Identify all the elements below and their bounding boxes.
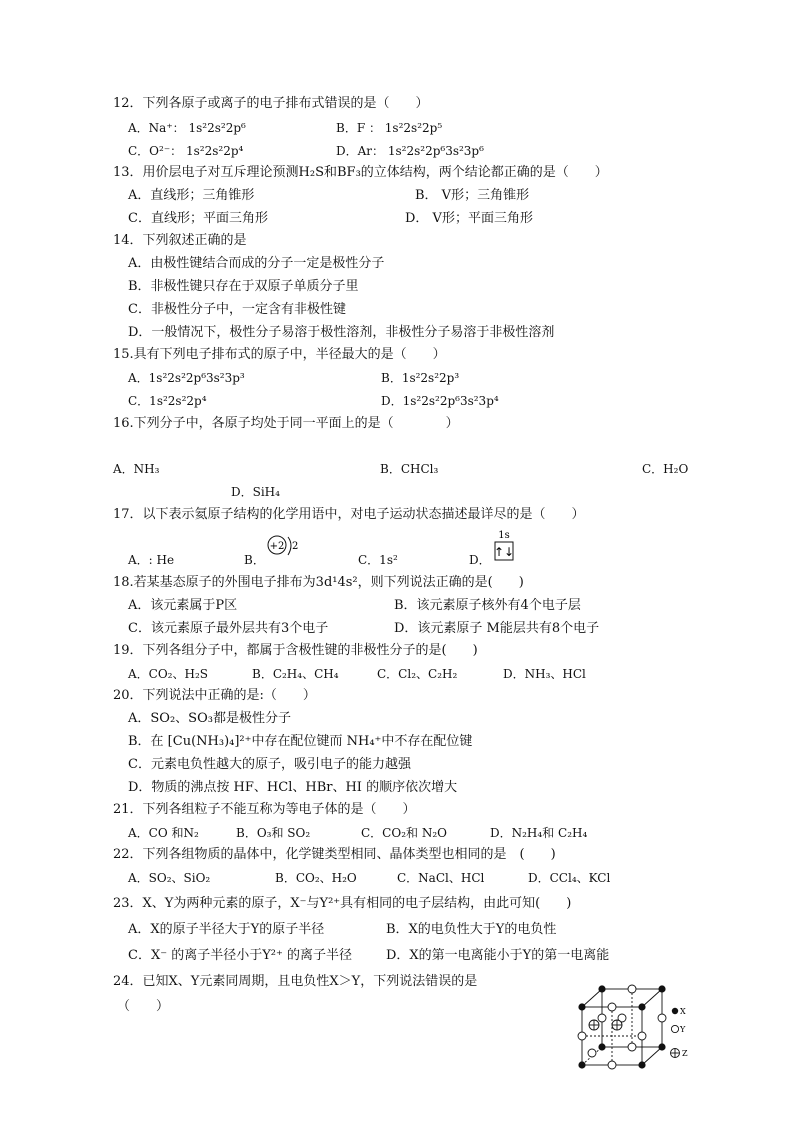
question-13-stem: 13．用价层电子对互斥理论预测H₂S和BF₃的立体结构，两个结论都正确的是（ ） <box>113 165 608 180</box>
q15-option-b: B．1s²2s²2p³ <box>381 371 460 385</box>
q19-option-b: B．C₂H₄、CH₄ <box>252 667 339 681</box>
legend-y: Y <box>680 1025 686 1034</box>
question-19-stem: 19．下列各组分子中，都属于含极性键的非极性分子的是( ) <box>113 643 478 658</box>
q14-option-b: B．非极性键只存在于双原子单质分子里 <box>128 279 359 294</box>
q19-option-c: C．Cl₂、C₂H₂ <box>377 667 458 681</box>
nucleus-charge: +2 <box>269 541 285 552</box>
question-22-stem: 22．下列各组物质的晶体中，化学键类型相同、晶体类型也相同的是 ( ) <box>113 847 556 862</box>
q18-option-d: D．该元素原子 M能层共有8个电子 <box>394 621 600 636</box>
q12-option-b <box>336 119 442 137</box>
question-20-stem: 20．下列说法中正确的是:（ ） <box>113 688 316 703</box>
q22-option-d: D．CCl₄、KCl <box>528 871 611 885</box>
shell-electron-count: 2 <box>292 541 299 552</box>
helium-atom-structure-diagram <box>262 533 302 563</box>
q15-option-a: A．1s²2s²2p⁶3s²3p³ <box>128 371 245 385</box>
orbital-label: 1s <box>498 530 510 541</box>
question-14-stem: 14．下列叙述正确的是 <box>113 233 247 248</box>
q21-option-a: A．CO 和N₂ <box>128 826 199 840</box>
q20-option-d: D．物质的沸点按 HF、HCl、HBr、HI 的顺序依次增大 <box>128 780 458 795</box>
q22-option-a: A．SO₂、SiO₂ <box>128 871 211 885</box>
q18-option-c: C．该元素原子最外层共有3个电子 <box>128 621 329 636</box>
q23-option-d: D．X的第一电离能小于Y的第一电离能 <box>386 948 610 963</box>
crystal-lattice-diagram <box>572 983 692 1073</box>
option-label: C．O²⁻： <box>128 144 183 158</box>
q14-option-d: D．一般情况下，极性分子易溶于极性溶剂，非极性分子易溶于非极性溶剂 <box>128 325 555 340</box>
q12-option-c <box>128 142 243 160</box>
q16-option-a: A．NH₃ <box>113 462 160 476</box>
orbital-box-diagram <box>490 528 520 564</box>
q20-option-a: A．SO₂、SO₃都是极性分子 <box>128 711 291 726</box>
q16-option-c: C．H₂O <box>642 462 689 476</box>
option-label: B．F ： <box>336 121 381 135</box>
question-15-stem: 15.具有下列电子排布式的原子中，半径最大的是（ ） <box>113 347 446 362</box>
option-value: 1s²2s²2p⁶ <box>188 121 246 135</box>
q23-option-c: C．X⁻ 的离子半径小于Y²⁺ 的离子半径 <box>128 948 352 963</box>
q13-option-b: B． V形；三角锥形 <box>415 188 530 203</box>
q21-option-b: B．O₃和 SO₂ <box>236 826 311 840</box>
q17-option-c: C．1s² <box>358 553 398 567</box>
q22-option-c: C．NaCl、HCl <box>397 871 485 885</box>
q21-option-c: C．CO₂和 N₂O <box>361 826 447 840</box>
q15-option-c: C．1s²2s²2p⁴ <box>128 394 207 408</box>
q15-option-d: D．1s²2s²2p⁶3s²3p⁴ <box>381 394 499 408</box>
question-12-stem: 12．下列各原子或离子的电子排布式错误的是（ ） <box>113 96 429 111</box>
question-16-stem: 16.下列分子中，各原子均处于同一平面上的是（ ） <box>113 416 459 431</box>
q22-option-b: B．CO₂、H₂O <box>275 871 357 885</box>
q14-option-c: C．非极性分子中，一定含有非极性键 <box>128 302 346 317</box>
q18-option-b: B．该元素原子核外有4个电子层 <box>394 598 581 613</box>
q19-option-a: A．CO₂、H₂S <box>128 667 208 681</box>
q19-option-d: D．NH₃、HCl <box>503 667 586 681</box>
q23-option-b: B．X的电负性大于Y的电负性 <box>386 922 557 937</box>
q20-option-b: B．在 [Cu(NH₃)₄]²⁺中存在配位键而 NH₄⁺中不存在配位键 <box>128 734 473 749</box>
option-value: 1s²2s²2p⁵ <box>384 121 443 135</box>
q17-option-d: D． <box>469 553 491 567</box>
q12-option-a <box>128 119 246 137</box>
spin-arrows: ↑↓ <box>493 545 515 559</box>
option-label: A．Na⁺： <box>128 121 185 135</box>
q16-option-d: D．SiH₄ <box>231 485 280 499</box>
option-label: D．Ar： <box>336 144 385 158</box>
q23-option-a: A．X的原子半径大于Y的原子半径 <box>128 922 325 937</box>
option-value: 1s²2s²2p⁶3s²3p⁶ <box>387 144 484 158</box>
q16-option-b: B．CHCl₃ <box>380 462 439 476</box>
question-21-stem: 21．下列各组粒子不能互称为等电子体的是（ ） <box>113 802 416 817</box>
q17-option-b: B． <box>244 553 265 567</box>
option-value: 1s²2s²2p⁴ <box>186 144 244 158</box>
lattice-legend <box>671 1007 689 1058</box>
q13-option-d: D． V形；平面三角形 <box>405 211 533 226</box>
q13-option-c: C．直线形；平面三角形 <box>128 211 268 226</box>
question-18-stem: 18.若某基态原子的外围电子排布为3d¹4s²，则下列说法正确的是( ) <box>113 575 524 590</box>
z-atoms <box>589 1020 622 1030</box>
q21-option-d: D．N₂H₄和 C₂H₄ <box>490 826 588 840</box>
question-23-stem: 23．X、Y为两种元素的原子，X⁻与Y²⁺具有相同的电子层结构，由此可知( ) <box>113 896 572 911</box>
q13-option-a: A．直线形；三角锥形 <box>128 188 255 203</box>
question-24-stem: 24．已知X、Y元素同周期，且电负性X＞Y，下列说法错误的是 <box>113 974 478 989</box>
q18-option-a: A．该元素属于P区 <box>128 598 238 613</box>
q17-option-a: A．: He <box>128 553 175 567</box>
legend-x: X <box>680 1007 686 1016</box>
q24-answer-blank: （ ） <box>117 999 170 1014</box>
q12-option-d <box>336 142 484 160</box>
legend-z: Z <box>682 1049 688 1058</box>
question-17-stem: 17．以下表示氦原子结构的化学用语中，对电子运动状态描述最详尽的是（ ） <box>113 507 585 522</box>
q20-option-c: C．元素电负性越大的原子，吸引电子的能力越强 <box>128 757 411 772</box>
q14-option-a: A．由极性键结合而成的分子一定是极性分子 <box>128 256 385 271</box>
